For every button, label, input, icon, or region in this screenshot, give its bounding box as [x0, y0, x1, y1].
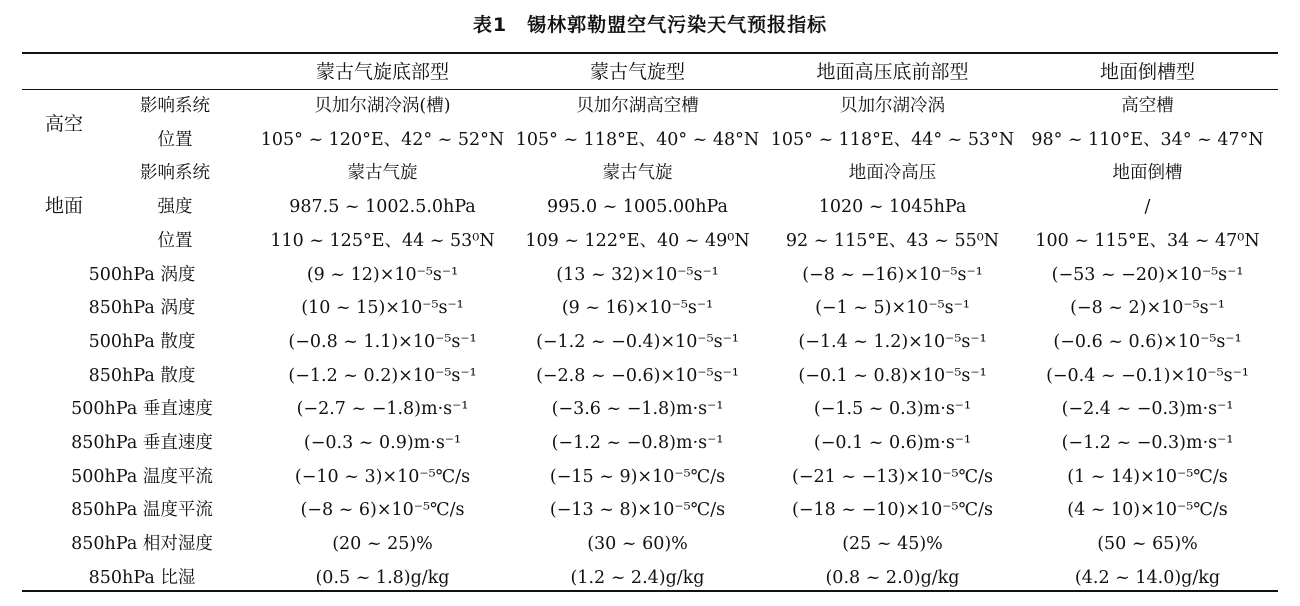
- table-cell: (−10 ~ 3)×10⁻⁵℃/s: [294, 467, 471, 487]
- table-cell: (−15 ~ 9)×10⁻⁵℃/s: [549, 467, 726, 487]
- table-cell: (−0.4 ~ −0.1)×10⁻⁵s⁻¹: [1046, 366, 1249, 386]
- table-cell: (−0.1 ~ 0.8)×10⁻⁵s⁻¹: [798, 366, 987, 386]
- column-header: 地面倒槽型: [1099, 61, 1195, 83]
- table-cell: 高空槽: [1121, 96, 1174, 116]
- table-cell: 110 ~ 125°E、44 ~ 53⁰N: [270, 231, 495, 251]
- table-cell: 98° ~ 110°E、34° ~ 47°N: [1031, 130, 1264, 150]
- table-cell: (13 ~ 32)×10⁻⁵s⁻¹: [556, 265, 719, 285]
- table-cell: (1.2 ~ 2.4)g/kg: [570, 568, 705, 588]
- table-cell: (0.5 ~ 1.8)g/kg: [315, 568, 450, 588]
- table-cell: (4.2 ~ 14.0)g/kg: [1074, 568, 1221, 588]
- table-cell: (10 ~ 15)×10⁻⁵s⁻¹: [301, 298, 464, 318]
- table-cell: (9 ~ 12)×10⁻⁵s⁻¹: [306, 265, 459, 285]
- table-cell: 地面冷高压: [848, 163, 937, 183]
- table-cell: 贝加尔湖冷涡: [840, 96, 945, 116]
- row-label: 位置: [157, 231, 193, 251]
- row-label: 500hPa 温度平流: [71, 467, 213, 487]
- table-cell: (−18 ~ −10)×10⁻⁵℃/s: [792, 500, 993, 520]
- table-cell: (20 ~ 25)%: [332, 534, 433, 554]
- table-cell: (−1.2 ~ −0.4)×10⁻⁵s⁻¹: [536, 332, 739, 352]
- table-cell: (0.8 ~ 2.0)g/kg: [825, 568, 960, 588]
- table-cell: (25 ~ 45)%: [842, 534, 943, 554]
- table-cell: 地面倒槽: [1112, 163, 1183, 183]
- table-cell: (−1.2 ~ 0.2)×10⁻⁵s⁻¹: [288, 366, 477, 386]
- table-cell: 贝加尔湖高空槽: [576, 96, 699, 116]
- table-cell: 100 ~ 115°E、34 ~ 47⁰N: [1035, 231, 1260, 251]
- table-cell: 105° ~ 118°E、40° ~ 48°N: [515, 130, 760, 150]
- row-label: 850hPa 比湿: [88, 568, 196, 588]
- table-caption: 表1 锡林郭勒盟空气污染天气预报指标: [472, 14, 828, 36]
- table-cell: (−0.6 ~ 0.6)×10⁻⁵s⁻¹: [1053, 332, 1242, 352]
- table-cell: 92 ~ 115°E、43 ~ 55⁰N: [785, 231, 1000, 251]
- row-label: 500hPa 散度: [88, 332, 196, 352]
- table-cell: (−8 ~ −16)×10⁻⁵s⁻¹: [802, 265, 983, 285]
- table-cell: (50 ~ 65)%: [1097, 534, 1198, 554]
- table-cell: (4 ~ 10)×10⁻⁵℃/s: [1067, 500, 1228, 520]
- row-label: 位置: [157, 130, 193, 150]
- table-cell: (−8 ~ 2)×10⁻⁵s⁻¹: [1070, 298, 1225, 318]
- table-cell: 贝加尔湖冷涡(槽): [314, 96, 451, 116]
- row-label: 850hPa 涡度: [88, 298, 196, 318]
- table-cell: 蒙古气旋: [347, 163, 418, 183]
- row-label: 影响系统: [140, 96, 210, 116]
- column-header: 蒙古气旋底部型: [315, 61, 449, 83]
- table-cell: (−1.4 ~ 1.2)×10⁻⁵s⁻¹: [798, 332, 987, 352]
- table-cell: 蒙古气旋: [602, 163, 673, 183]
- table-cell: (30 ~ 60)%: [587, 534, 688, 554]
- table-cell: 1020 ~ 1045hPa: [818, 197, 967, 217]
- row-label: 850hPa 温度平流: [71, 500, 213, 520]
- column-header: 蒙古气旋型: [589, 61, 685, 83]
- row-label: 850hPa 相对湿度: [71, 534, 213, 554]
- row-label: 500hPa 涡度: [88, 265, 196, 285]
- table-cell: 109 ~ 122°E、40 ~ 49⁰N: [525, 231, 750, 251]
- row-label: 850hPa 垂直速度: [71, 433, 213, 453]
- table-cell: (−0.3 ~ 0.9)m·s⁻¹: [303, 433, 462, 453]
- row-label: 影响系统: [140, 163, 210, 183]
- table-cell: (−21 ~ −13)×10⁻⁵℃/s: [792, 467, 993, 487]
- table-cell: (−1.5 ~ 0.3)m·s⁻¹: [813, 399, 972, 419]
- table-cell: 105° ~ 120°E、42° ~ 52°N: [260, 130, 505, 150]
- table-cell: (−2.4 ~ −0.3)m·s⁻¹: [1061, 399, 1234, 419]
- table-cell: (−1.2 ~ −0.8)m·s⁻¹: [551, 433, 724, 453]
- row-label: 850hPa 散度: [88, 366, 196, 386]
- table-cell: (−0.1 ~ 0.6)m·s⁻¹: [813, 433, 972, 453]
- table-cell: 105° ~ 118°E、44° ~ 53°N: [770, 130, 1015, 150]
- table-cell: (−8 ~ 6)×10⁻⁵℃/s: [300, 500, 465, 520]
- row-label: 强度: [157, 197, 193, 217]
- table-cell: (−2.7 ~ −1.8)m·s⁻¹: [296, 399, 469, 419]
- table-cell: (−0.8 ~ 1.1)×10⁻⁵s⁻¹: [288, 332, 477, 352]
- table-cell: (−2.8 ~ −0.6)×10⁻⁵s⁻¹: [536, 366, 739, 386]
- table-cell: 995.0 ~ 1005.00hPa: [547, 197, 728, 217]
- table-cell: (−1.2 ~ −0.3)m·s⁻¹: [1061, 433, 1234, 453]
- group-label-ground: 地面: [44, 195, 83, 217]
- table-cell: (−53 ~ −20)×10⁻⁵s⁻¹: [1051, 265, 1244, 285]
- row-label: 500hPa 垂直速度: [71, 399, 213, 419]
- table-cell: /: [1144, 197, 1151, 217]
- table-cell: (9 ~ 16)×10⁻⁵s⁻¹: [561, 298, 714, 318]
- table-cell: 987.5 ~ 1002.5.0hPa: [289, 197, 476, 217]
- group-label-high: 高空: [44, 113, 83, 135]
- table-cell: (−3.6 ~ −1.8)m·s⁻¹: [551, 399, 724, 419]
- column-header: 地面高压底前部型: [816, 61, 969, 83]
- table-cell: (−1 ~ 5)×10⁻⁵s⁻¹: [815, 298, 970, 318]
- table-cell: (−13 ~ 8)×10⁻⁵℃/s: [549, 500, 726, 520]
- table-cell: (1 ~ 14)×10⁻⁵℃/s: [1067, 467, 1228, 487]
- table-top-rule: [22, 52, 1278, 54]
